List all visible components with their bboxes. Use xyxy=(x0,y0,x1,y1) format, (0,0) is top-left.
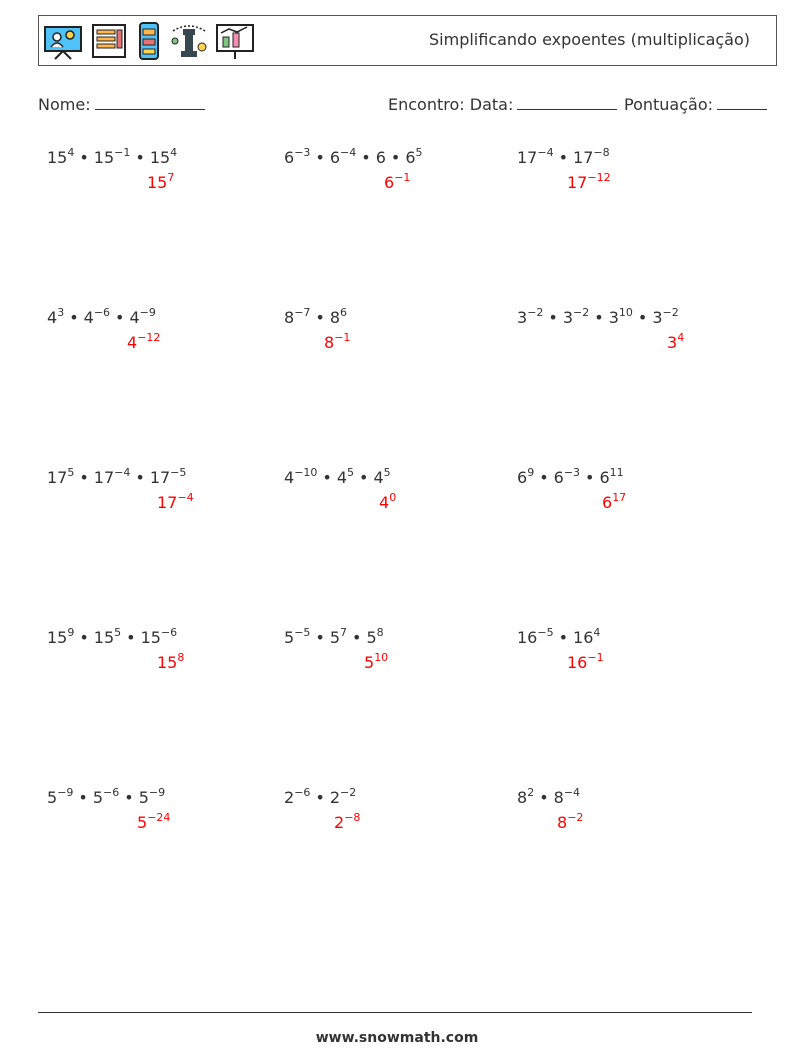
problem-6 xyxy=(517,308,684,352)
header-box xyxy=(38,15,777,66)
problem-answer: $15^7$ xyxy=(147,171,175,192)
name-label: Nome: xyxy=(38,95,91,114)
score-blank[interactable] xyxy=(717,95,767,110)
problem-15 xyxy=(517,788,583,832)
problem-4 xyxy=(47,308,160,352)
name-field xyxy=(38,95,205,114)
footer-divider xyxy=(38,1012,752,1013)
encounter-label: Encontro: xyxy=(388,95,465,114)
problem-answer: $4^0$ xyxy=(379,491,397,512)
problem-expression: $2^{-6}$ • $2^{-2}$ xyxy=(284,786,357,807)
problem-2 xyxy=(284,148,423,192)
problem-expression: $3^{-2}$ • $3^{-2}$ • $3^{10}$ • $3^{-2}$ xyxy=(517,306,679,327)
problem-expression: $8^2$ • $8^{-4}$ xyxy=(517,786,581,807)
problem-5 xyxy=(284,308,350,352)
problem-8 xyxy=(284,468,396,512)
document-list-icon xyxy=(89,21,129,61)
chess-rook-icon xyxy=(169,21,209,61)
problem-14 xyxy=(284,788,360,832)
problem-answer: $2^{-8}$ xyxy=(334,811,361,832)
problem-expression: $5^{-5}$ • $5^7$ • $5^8$ xyxy=(284,626,384,647)
date-label: Data: xyxy=(469,95,514,114)
problem-answer: $17^{-12}$ xyxy=(567,171,611,192)
problem-10 xyxy=(47,628,184,672)
problem-expression: $4^{-10}$ • $4^5$ • $4^5$ xyxy=(284,466,391,487)
problem-expression: $17^5$ • $17^{-4}$ • $17^{-5}$ xyxy=(47,466,187,487)
problem-expression: $16^{-5}$ • $16^4$ xyxy=(517,626,601,647)
problem-answer: $4^{-12}$ xyxy=(127,331,161,352)
problem-12 xyxy=(517,628,604,672)
problem-3 xyxy=(517,148,611,192)
encounter-date-field xyxy=(388,95,617,114)
problem-answer: $17^{-4}$ xyxy=(157,491,194,512)
problem-answer: $8^{-1}$ xyxy=(324,331,351,352)
page-title: Simplificando expoentes (multiplicação) xyxy=(429,30,750,49)
date-blank[interactable] xyxy=(517,95,617,110)
problem-answer: $6^{17}$ xyxy=(602,491,627,512)
score-field xyxy=(624,95,767,114)
problem-expression: $15^9$ • $15^5$ • $15^{-6}$ xyxy=(47,626,178,647)
problem-9 xyxy=(517,468,626,512)
problem-expression: $17^{-4}$ • $17^{-8}$ xyxy=(517,146,610,167)
problem-11 xyxy=(284,628,388,672)
problem-expression: $15^4$ • $15^{-1}$ • $15^4$ xyxy=(47,146,178,167)
problem-expression: $6^9$ • $6^{-3}$ • $6^{11}$ xyxy=(517,466,624,487)
problem-answer: $16^{-1}$ xyxy=(567,651,604,672)
problem-answer: $5^{10}$ xyxy=(364,651,389,672)
problem-answer: $6^{-1}$ xyxy=(384,171,411,192)
phone-list-icon xyxy=(135,21,163,61)
problem-expression: $4^3$ • $4^{-6}$ • $4^{-9}$ xyxy=(47,306,156,327)
problem-answer: $8^{-2}$ xyxy=(557,811,584,832)
chart-board-icon xyxy=(215,21,255,61)
header-icons xyxy=(43,20,255,62)
problem-answer: $3^4$ xyxy=(667,331,685,352)
problem-1 xyxy=(47,148,177,192)
problem-13 xyxy=(47,788,170,832)
problem-answer: $5^{-24}$ xyxy=(137,811,171,832)
score-label: Pontuação: xyxy=(624,95,714,114)
footer-url: www.snowmath.com xyxy=(315,1030,479,1046)
presentation-screen-icon xyxy=(43,21,83,61)
name-blank[interactable] xyxy=(95,95,205,110)
problem-expression: $8^{-7}$ • $8^6$ xyxy=(284,306,348,327)
problem-expression: $5^{-9}$ • $5^{-6}$ • $5^{-9}$ xyxy=(47,786,166,807)
problem-answer: $15^8$ xyxy=(157,651,185,672)
problem-expression: $6^{-3}$ • $6^{-4}$ • 6 • $6^5$ xyxy=(284,146,423,167)
problem-7 xyxy=(47,468,194,512)
